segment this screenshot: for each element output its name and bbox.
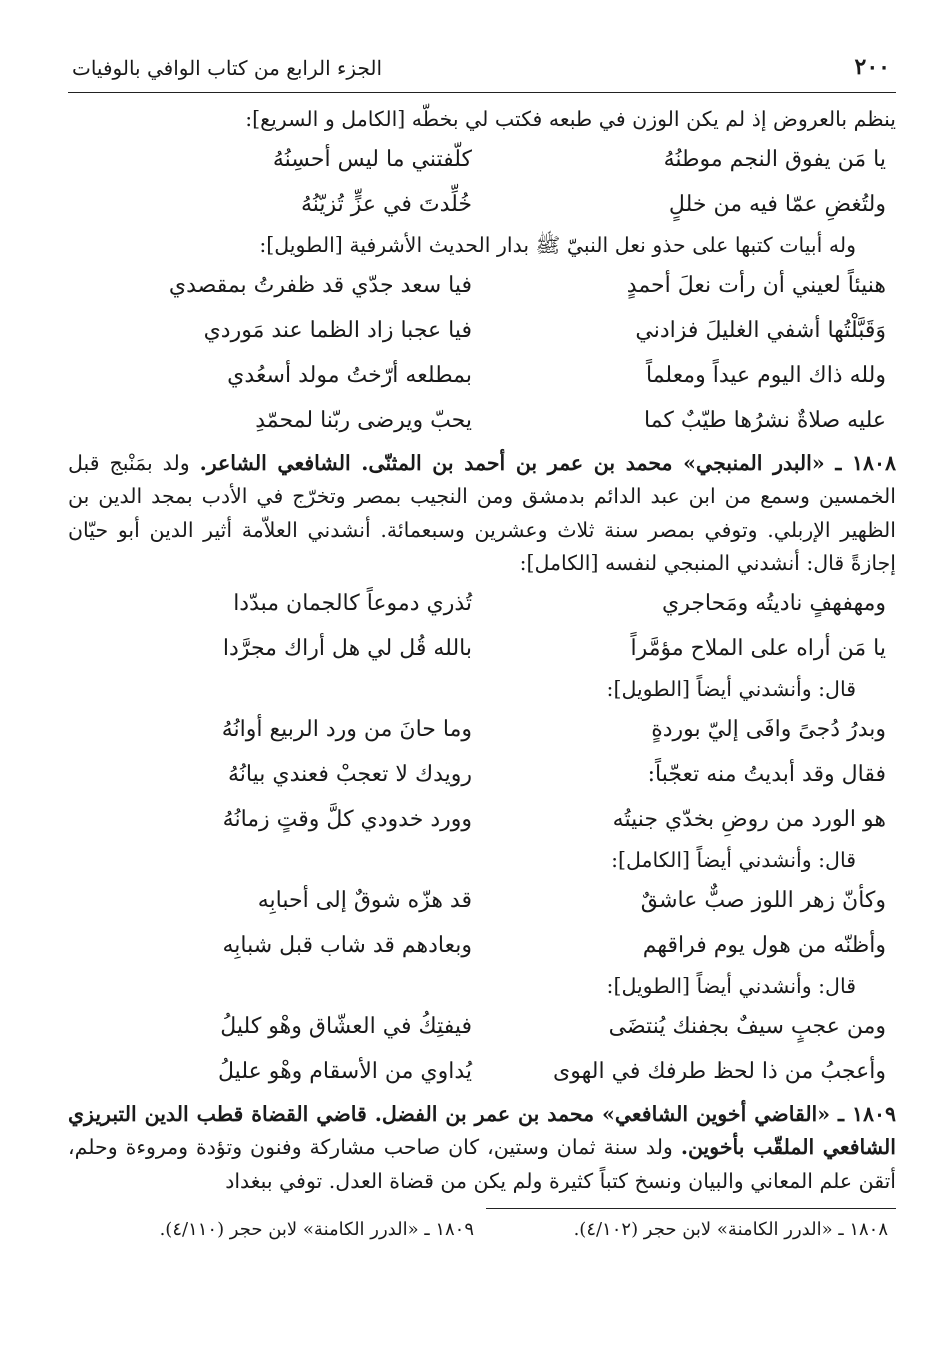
verse-line [68,923,896,968]
verse-intro: قال: وأنشدني أيضاً [الطويل]: [606,973,856,998]
verse-line [68,353,896,398]
verse-second-hemistich: يُداوي من الأسقام وهْو عليلُ [218,1058,472,1084]
verse-second-hemistich: وبعادهم قد شاب قبل شبابِه [222,932,472,958]
verse-intro: قال: وأنشدني أيضاً [الكامل]: [611,847,856,872]
footnote-rule [486,1208,896,1209]
biography-entry [68,447,896,581]
verse-line [68,263,896,308]
running-title: الجزء الرابع من كتاب الوافي بالوفيات [72,56,383,80]
verse-second-hemistich: وورد خدودي كلَّ وقتٍ زمانُهُ [222,806,472,832]
entry-text: ولد سنة ثمان وستين، كان صاحب مشاركة وفنون وتؤدة ومروءة وحلم، أتقن علم المعاني والبيان ونسخ كتباً كثيرة ولم يكن من قضاة العدل. توفي ببغداد [68,1135,896,1193]
entry-heading: ١٨٠٩ ـ «القاضي أخوين الشافعي» محمد بن عمر بن الفضل. قاضي القضاة قطب الدين التبريزي الشافعي الملقّب بأخوين. [68,1101,896,1159]
prose-paragraph: ينظم بالعروض إذ لم يكن الوزن في طبعه فكتب لي بخطّه [الكامل و السريع]: [245,107,896,131]
verse-first-hemistich: وكأنّ زهر اللوز صبٌّ عاشقٌ [640,887,886,913]
verse-first-hemistich: ومن عجبٍ سيفٌ بجفنك يُنتضَى [608,1013,886,1039]
verse-second-hemistich: بالله قُل لي هل أراك مجرَّدا [222,635,472,661]
verse-line [68,626,896,671]
entry-heading: ١٨٠٨ ـ «البدر المنبجي» محمد بن عمر بن أحمد بن المثنّى. الشافعي الشاعر. [199,450,896,475]
verse-first-hemistich: يا مَن أراه على الملاح مؤمَّراً [630,635,886,661]
verse-line [68,797,896,842]
biography-entry [68,1098,896,1199]
page-number: ٢٠٠ [854,54,890,80]
verse-line [68,1004,896,1049]
verse-first-hemistich: عليه صلاةٌ نشرُها طيّبٌ كما [644,407,886,433]
verse-line [68,137,896,182]
verse-line [68,308,896,353]
verse-first-hemistich: يا مَن يفوق النجم موطنُهُ [663,146,886,172]
verse-second-hemistich: بمطلعه أرّختُ مولد أسعُدي [227,362,472,388]
header-rule [68,92,896,93]
verse-first-hemistich: ولله ذاك اليوم عيداً ومعلماً [645,362,886,388]
verse-second-hemistich: وما حانَ من ورد الربيع أوانُهُ [221,716,472,742]
verse-second-hemistich: فيفتِكُ في العشّاق وهْو كليلُ [220,1013,472,1039]
verse-second-hemistich: تُذري دموعاً كالجمان مبدّدا [233,590,472,616]
footnote: ١٨٠٩ ـ «الدرر الكامنة» لابن حجر (٤/١١٠). [159,1219,474,1240]
verse-intro: وله أبيات كتبها على حذو نعل النبيّ ﷺ بدار الحديث الأشرفية [الطويل]: [259,232,856,257]
verse-first-hemistich: وأظنّه من هول يوم فراقهم [642,932,886,958]
verse-first-hemistich: ومهفهفٍ ناديتُه ومَحاجري [661,590,886,616]
page [68,48,896,1245]
verse-second-hemistich: فيا سعد جدّي قد ظفرتُ بمقصدي [168,272,472,298]
verse-second-hemistich: خُلِّدتَ في عزٍّ تُزيّنُهُ [300,191,472,217]
verse-second-hemistich: رويدك لا تعجبْ فعندي بيانُهُ [227,761,472,787]
verse-first-hemistich: هنيئاً لعيني أن رأت نعلَ أحمدٍ [626,272,886,298]
verse-line [68,1049,896,1094]
verse-intro: قال: وأنشدني أيضاً [الطويل]: [606,676,856,701]
page-header [68,48,896,88]
verse-line [68,182,896,227]
verse-second-hemistich: كلّفتني ما ليس أحسِنُهُ [272,146,472,172]
footnote: ١٨٠٨ ـ «الدرر الكامنة» لابن حجر (٤/١٠٢). [573,1219,888,1240]
verse-first-hemistich: وبدرُ دُجىً وافَى إليّ بوردةٍ [651,716,886,742]
verse-first-hemistich: هو الورد من روضِ بخدّي جنيتُه [612,806,886,832]
verse-line [68,707,896,752]
verse-line [68,398,896,443]
verse-first-hemistich: ولتُغضِ عمّا فيه من خللٍ [668,191,886,217]
verse-first-hemistich: وأعجبُ من ذا لحظ طرفك في الهوى [553,1058,886,1084]
verse-second-hemistich: يحبّ ويرضى ربّنا لمحمّدِ [255,407,472,433]
verse-first-hemistich: فقال وقد أبديتُ منه تعجّباً: [647,761,886,787]
verse-first-hemistich: وَقَبَّلْتُها أشفي الغليلَ فزادني [635,317,886,343]
verse-second-hemistich: فيا عجبا زاد الظما عند مَوردي [203,317,472,343]
verse-second-hemistich: قد هزّه شوقٌ إلى أحبابِه [257,887,472,913]
entry-text: ولد بمَنْبج قبل الخمسين وسمع من ابن عبد الدائم بدمشق ومن النجيب بمصر وتخرّج في الأدب بمجد الدين بن الظهير الإربلي. وتوفي بمصر سنة ثلاث وعشرين وسبعمائة. أنشدني العلاّمة أثير الدين أبو حيّان إجازةً قال: أنشدني المنبجي لنفسه [الكامل]: [68,450,896,575]
verse-line [68,581,896,626]
verse-line [68,752,896,797]
footnotes [68,1215,896,1245]
verse-line [68,878,896,923]
page-body [68,103,896,1198]
